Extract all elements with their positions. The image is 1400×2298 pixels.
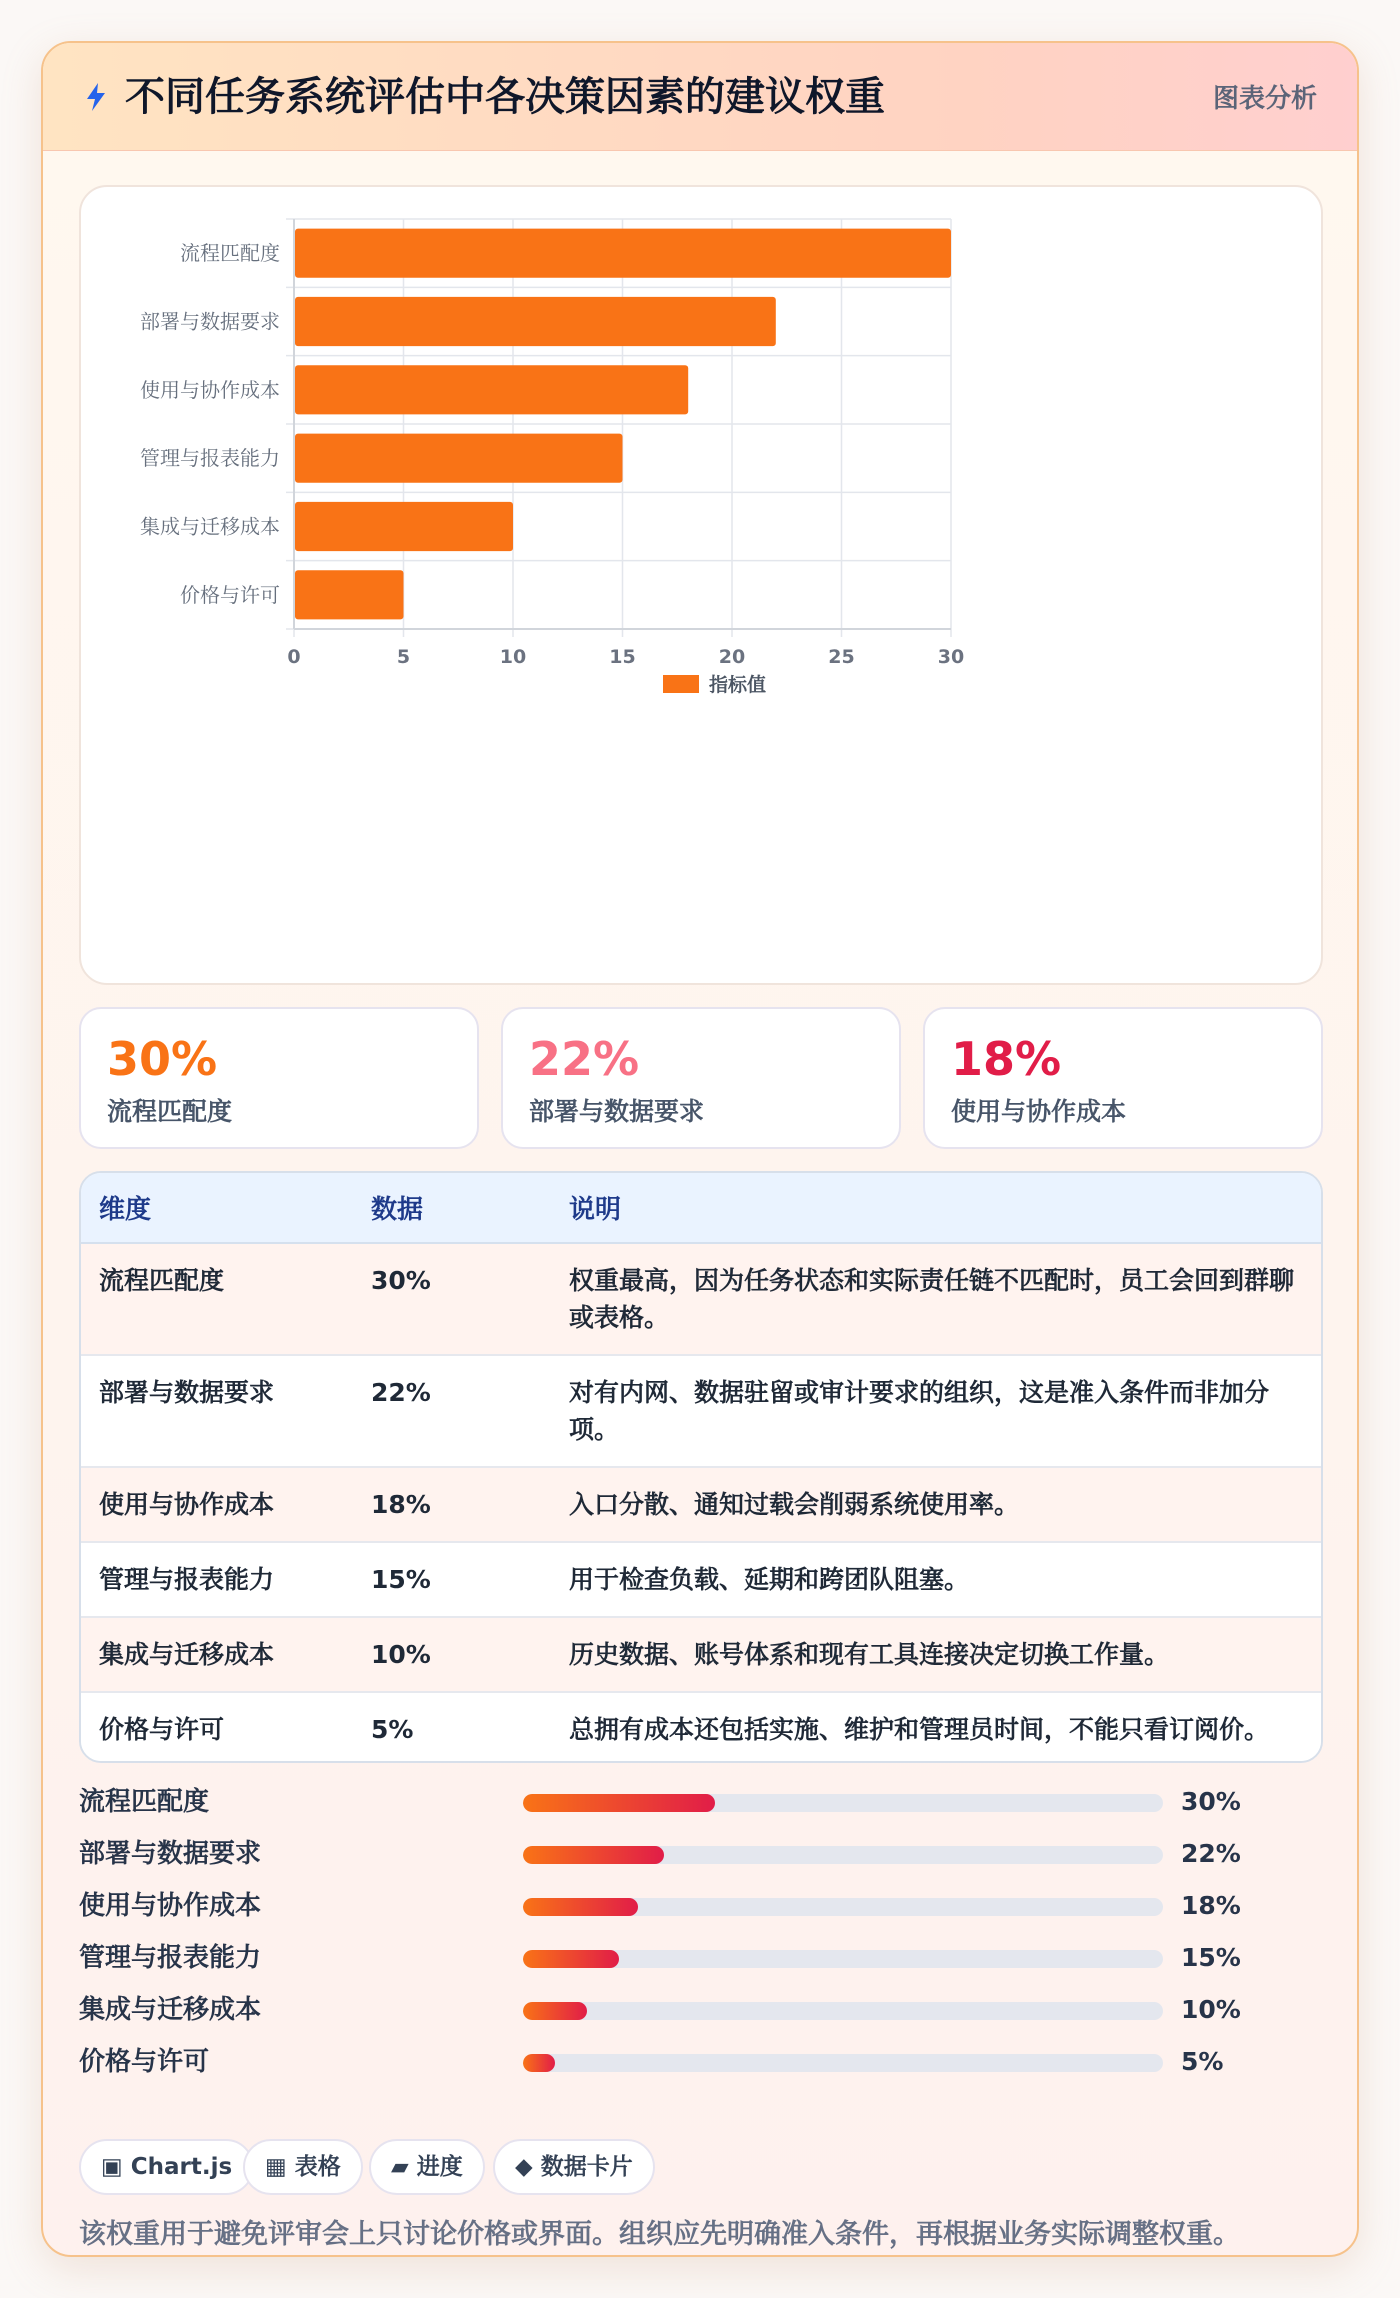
table-cell: 22% — [353, 1355, 551, 1467]
table-cell: 5% — [353, 1692, 551, 1763]
chart-panel — [79, 185, 1323, 985]
column-header: 说明 — [551, 1173, 1321, 1243]
progress-fill — [523, 2002, 587, 2020]
progress-label: 管理与报表能力 — [79, 1943, 262, 1973]
stat-value: 22% — [529, 1032, 640, 1086]
stat-card — [501, 1007, 901, 1149]
x-tick-label: 20 — [718, 646, 746, 668]
progress-track — [523, 1846, 1163, 1864]
x-tick-label: 5 — [396, 646, 411, 668]
footnote: 该权重用于避免评审会上只讨论价格或界面。组织应先明确准入条件，再根据业务实际调整权重。 — [79, 2219, 1240, 2250]
progress-row — [79, 1937, 1323, 1981]
table-row — [81, 1692, 1321, 1763]
y-tick-label: 流程匹配度 — [180, 241, 280, 266]
progress-fill — [523, 1846, 664, 1864]
table-cell: 入口分散、通知过载会削弱系统使用率。 — [551, 1467, 1321, 1542]
chartjs-pill[interactable]: ▣ Chart.js — [79, 2139, 254, 2195]
chart-bar — [295, 502, 513, 551]
y-tick-label: 部署与数据要求 — [140, 309, 280, 334]
x-tick-label: 25 — [828, 646, 855, 668]
column-header: 数据 — [353, 1173, 551, 1243]
y-tick-label: 使用与协作成本 — [140, 377, 280, 402]
lightning-icon — [83, 81, 109, 113]
progress-row — [79, 1833, 1323, 1877]
table-cell: 30% — [353, 1243, 551, 1355]
card-header — [43, 43, 1357, 151]
chart-bar — [295, 365, 688, 414]
table-cell: 集成与迁移成本 — [81, 1617, 353, 1692]
progress-fill — [523, 1794, 715, 1812]
table-cell: 部署与数据要求 — [81, 1355, 353, 1467]
table-cell: 使用与协作成本 — [81, 1467, 353, 1542]
table-cell: 10% — [353, 1617, 551, 1692]
table-cell: 价格与许可 — [81, 1692, 353, 1763]
weights-table — [79, 1171, 1323, 1763]
table-cell: 管理与报表能力 — [81, 1542, 353, 1617]
progress-value: 22% — [1181, 1839, 1241, 1868]
legend-label: 指标值 — [709, 674, 767, 696]
progress-row — [79, 1989, 1323, 2033]
y-tick-label: 价格与许可 — [180, 582, 280, 607]
progress-track — [523, 1898, 1163, 1916]
stat-card — [79, 1007, 479, 1149]
data-card-pill[interactable]: ◆ 数据卡片 — [493, 2139, 655, 2195]
feature-pills — [79, 2139, 1323, 2195]
progress-row — [79, 1781, 1323, 1825]
progress-value: 18% — [1181, 1891, 1241, 1920]
progress-value: 10% — [1181, 1995, 1241, 2024]
x-tick-label: 30 — [937, 646, 965, 668]
progress-value: 30% — [1181, 1787, 1241, 1816]
table-row — [81, 1467, 1321, 1542]
analysis-card — [41, 41, 1359, 2257]
legend-swatch — [663, 675, 699, 693]
table-cell: 历史数据、账号体系和现有工具连接决定切换工作量。 — [551, 1617, 1321, 1692]
progress-fill — [523, 1950, 619, 1968]
progress-track — [523, 2002, 1163, 2020]
stat-label: 使用与协作成本 — [951, 1097, 1127, 1126]
table-row — [81, 1243, 1321, 1355]
progress-track — [523, 2054, 1163, 2072]
table-cell: 流程匹配度 — [81, 1243, 353, 1355]
x-tick-label: 0 — [287, 646, 301, 668]
stat-cards — [79, 1007, 1323, 1149]
progress-row — [79, 2041, 1323, 2085]
progress-track — [523, 1950, 1163, 1968]
chart-bar — [295, 570, 404, 619]
progress-list — [79, 1781, 1323, 2101]
table-cell: 对有内网、数据驻留或审计要求的组织，这是准入条件而非加分项。 — [551, 1355, 1321, 1467]
progress-track — [523, 1794, 1163, 1812]
table-cell: 权重最高，因为任务状态和实际责任链不匹配时，员工会回到群聊或表格。 — [551, 1243, 1321, 1355]
stat-card — [923, 1007, 1323, 1149]
progress-value: 15% — [1181, 1943, 1241, 1972]
column-header: 维度 — [81, 1173, 353, 1243]
progress-label: 使用与协作成本 — [79, 1891, 262, 1921]
progress-pill[interactable]: ▰ 进度 — [369, 2139, 485, 2195]
table-row — [81, 1355, 1321, 1467]
progress-label: 部署与数据要求 — [79, 1839, 262, 1869]
table-cell: 总拥有成本还包括实施、维护和管理员时间，不能只看订阅价。 — [551, 1692, 1321, 1763]
y-tick-label: 管理与报表能力 — [140, 446, 280, 471]
progress-label: 集成与迁移成本 — [79, 1995, 262, 2025]
table-header-row — [81, 1173, 1321, 1243]
chart-bar — [295, 229, 951, 278]
table-cell: 用于检查负载、延期和跨团队阻塞。 — [551, 1542, 1321, 1617]
table-pill[interactable]: ▦ 表格 — [243, 2139, 363, 2195]
table-cell: 15% — [353, 1542, 551, 1617]
progress-row — [79, 1885, 1323, 1929]
progress-fill — [523, 1898, 638, 1916]
progress-label: 价格与许可 — [79, 2047, 210, 2077]
stat-label: 流程匹配度 — [107, 1097, 233, 1126]
progress-label: 流程匹配度 — [79, 1787, 210, 1817]
page-title: 不同任务系统评估中各决策因素的建议权重 — [125, 74, 885, 120]
chart-bar — [295, 297, 776, 346]
progress-fill — [523, 2054, 555, 2072]
table-row — [81, 1542, 1321, 1617]
y-tick-label: 集成与迁移成本 — [140, 514, 280, 539]
progress-value: 5% — [1181, 2047, 1224, 2076]
x-tick-label: 10 — [499, 646, 527, 668]
stat-value: 30% — [107, 1032, 218, 1086]
table-cell: 18% — [353, 1467, 551, 1542]
x-tick-label: 15 — [609, 646, 636, 668]
stat-value: 18% — [951, 1032, 1062, 1086]
chart-bar — [295, 434, 623, 483]
stat-label: 部署与数据要求 — [529, 1097, 705, 1126]
table-row — [81, 1617, 1321, 1692]
chart-analysis-tag: 图表分析 — [1212, 84, 1317, 114]
bar-chart — [81, 187, 1325, 987]
